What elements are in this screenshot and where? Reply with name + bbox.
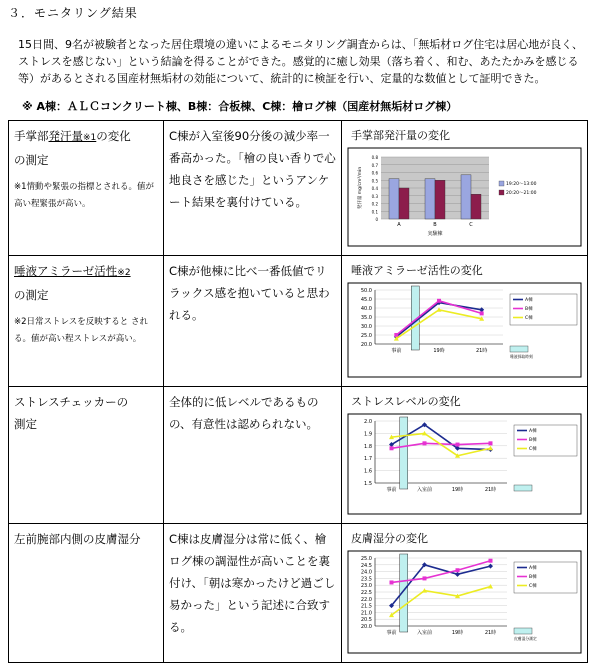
legend-label: C棟 [525, 316, 533, 321]
intro-paragraph: 15日間、9名が被験者となった居住環境の違いによるモニタリング調査からは、「無垢材ログ住宅は居心地が良く、ストレスを感じない」という結論を得ることができた。感覚的に癒し効果（落ち着く、和む、あたたかみを感じる等）があるとされる国産材無垢材の効能について、統計的に検証を行い、定量的な数値として証明できた。 [18, 38, 584, 85]
x-tick-label: 19時 [451, 630, 464, 636]
y-tick-label: 40.0 [360, 306, 372, 312]
measure-title: 唾液アミラーゼ活性※2 の測定 [14, 264, 131, 302]
legend-label: C棟 [529, 584, 537, 589]
y-tick-label: 24.5 [360, 562, 372, 569]
x-tick-label: 19時 [433, 348, 445, 354]
legend-label: 20:20～21:00 [506, 191, 537, 196]
legend-label: B棟 [529, 438, 537, 443]
measure-cell [9, 121, 164, 256]
result-text: 全体的に低レベルであるものの、有意性は認められない。 [169, 395, 319, 431]
legend-label: A棟 [525, 298, 533, 303]
table-row [9, 256, 588, 387]
x-tick-label: C [469, 222, 473, 228]
measurement-label: 皮膚湿分測定 [514, 636, 537, 641]
bar [425, 179, 435, 219]
y-tick-label: 45.0 [360, 297, 372, 303]
y-tick-label: 0.1 [371, 209, 378, 215]
sweat-bar-chart [347, 147, 582, 247]
data-point [423, 576, 427, 580]
measure-title: ストレスチェッカーの 測定 [14, 395, 129, 431]
result-cell [164, 387, 342, 524]
y-tick-label: 0.8 [371, 155, 378, 160]
y-tick-label: 24.0 [360, 569, 372, 576]
y-tick-label: 22.5 [360, 590, 372, 596]
x-tick-label: 21時 [484, 487, 497, 493]
measure-title: 手掌部発汗量※1の変化 の測定 [14, 129, 131, 167]
y-tick-label: 20.5 [360, 617, 372, 624]
y-tick-label: 1.7 [364, 456, 372, 463]
measure-cell [9, 256, 164, 387]
amylase-line-chart [347, 282, 582, 378]
chart-title: ストレスレベルの変化 [351, 395, 461, 408]
legend-swatch [499, 190, 504, 195]
legend-label: A棟 [529, 566, 537, 571]
x-tick-label: 事前 [391, 348, 402, 354]
legend-label: C棟 [529, 447, 537, 452]
y-tick-label: 21.5 [360, 603, 372, 610]
measurement-box [514, 628, 532, 634]
measure-footnote: ※1情動や緊張の指標とされる。値が高い程緊張が高い。 [14, 182, 155, 209]
data-point [390, 580, 394, 584]
y-tick-label: 0.4 [371, 186, 378, 191]
bar [471, 194, 481, 219]
x-tick-label: 事前 [386, 630, 397, 636]
measurement-box [514, 485, 532, 491]
y-tick-label: 25.0 [360, 556, 372, 562]
building-note: ※ A棟：ＡＬＣコンクリート棟、B棟：合板棟、C棟：檜ログ棟（国産材無垢材ログ棟） [22, 100, 458, 113]
x-tick-label: 入室前 [416, 487, 433, 493]
data-point [480, 311, 484, 315]
result-text: C棟が他棟に比べ一番低値でリラックス感を抱いていると思われる。 [169, 264, 330, 322]
data-point [456, 443, 460, 447]
result-text: C棟が入室後90分後の減少率一番高かった。「檜の良い香りで心地良さを感じた」というアンケート結果を裏付けている。 [169, 129, 336, 209]
chart-cell [342, 121, 588, 256]
measurement-label: 唾液採取時刻 [510, 354, 533, 359]
table-row [9, 524, 588, 663]
y-tick-label: 0 [375, 217, 378, 222]
data-point [423, 441, 427, 445]
y-tick-label: 1.6 [364, 468, 372, 475]
x-tick-label: 19時 [451, 487, 464, 493]
x-axis-label: 実験棟 [427, 231, 443, 237]
legend-label: A棟 [529, 429, 537, 434]
y-tick-label: 25.0 [360, 333, 372, 339]
y-tick-label: 0.7 [371, 162, 378, 168]
x-tick-label: 事前 [386, 487, 397, 493]
y-tick-label: 0.3 [371, 193, 378, 199]
chart-title: 手掌部発汗量の変化 [351, 129, 450, 142]
y-tick-label: 35.0 [360, 315, 372, 321]
y-tick-label: 1.8 [364, 443, 372, 450]
entry-band [400, 417, 408, 489]
y-tick-label: 0.5 [371, 178, 378, 184]
measure-footnote: ※2日常ストレスを反映すると される。値が高い程ストレスが高い。 [14, 317, 148, 344]
y-tick-label: 21.0 [360, 610, 372, 617]
chart-title: 皮膚湿分の変化 [351, 532, 428, 545]
legend-box [514, 562, 577, 593]
chart-cell [342, 524, 588, 663]
bar [435, 180, 445, 219]
y-tick-label: 1.5 [364, 481, 372, 487]
y-tick-label: 20.0 [360, 624, 372, 630]
legend-box [514, 425, 577, 456]
x-tick-label: 21時 [475, 348, 488, 354]
data-point [489, 559, 493, 563]
x-tick-label: 入室前 [416, 630, 433, 636]
x-tick-label: A [397, 222, 401, 228]
chart-cell [342, 256, 588, 387]
result-text: C棟は皮膚湿分は常に低く、檜ログ棟の調湿性が高いことを裏付け、「朝は寒かったけど過ごし易かった」という記述に合致する。 [169, 532, 336, 634]
y-tick-label: 0.6 [371, 170, 378, 176]
bar [399, 188, 409, 219]
data-point [390, 446, 394, 450]
section-heading: ３．モニタリング結果 [8, 6, 138, 20]
table-row [9, 121, 588, 256]
legend-swatch [499, 181, 504, 186]
y-tick-label: 1.9 [364, 431, 372, 438]
chart-title: 唾液アミラーゼ活性の変化 [351, 264, 483, 277]
legend-label: B棟 [525, 307, 533, 312]
result-cell [164, 524, 342, 663]
table-row [9, 387, 588, 524]
measure-cell [9, 387, 164, 524]
measure-title: 左前腕部内側の皮膚湿分 [14, 532, 141, 546]
data-point [456, 568, 460, 572]
legend-box [510, 294, 577, 325]
skin-moisture-line-chart [347, 550, 582, 654]
y-tick-label: 30.0 [360, 324, 372, 330]
legend-label: B棟 [529, 575, 537, 580]
measurement-box [510, 346, 528, 352]
result-cell [164, 121, 342, 256]
measure-cell [9, 524, 164, 663]
legend-label: 19:20～13:00 [506, 182, 537, 187]
stress-line-chart [347, 413, 582, 515]
y-tick-label: 20.0 [360, 342, 372, 348]
data-point [437, 299, 441, 303]
chart-cell [342, 387, 588, 524]
bar [461, 175, 471, 219]
data-point [489, 441, 493, 445]
y-tick-label: 50.0 [360, 288, 372, 294]
x-tick-label: 21時 [484, 630, 497, 636]
y-tick-label: 0.2 [371, 201, 378, 207]
result-cell [164, 256, 342, 387]
y-tick-label: 2.0 [364, 419, 372, 425]
y-tick-label: 22.0 [360, 596, 372, 603]
x-tick-label: B [433, 222, 437, 228]
bar [389, 179, 399, 219]
results-table [8, 120, 588, 663]
y-tick-label: 23.0 [360, 583, 372, 590]
y-tick-label: 23.5 [360, 576, 372, 583]
y-axis-label: 発汗量 mg/cm²/min [358, 166, 363, 210]
